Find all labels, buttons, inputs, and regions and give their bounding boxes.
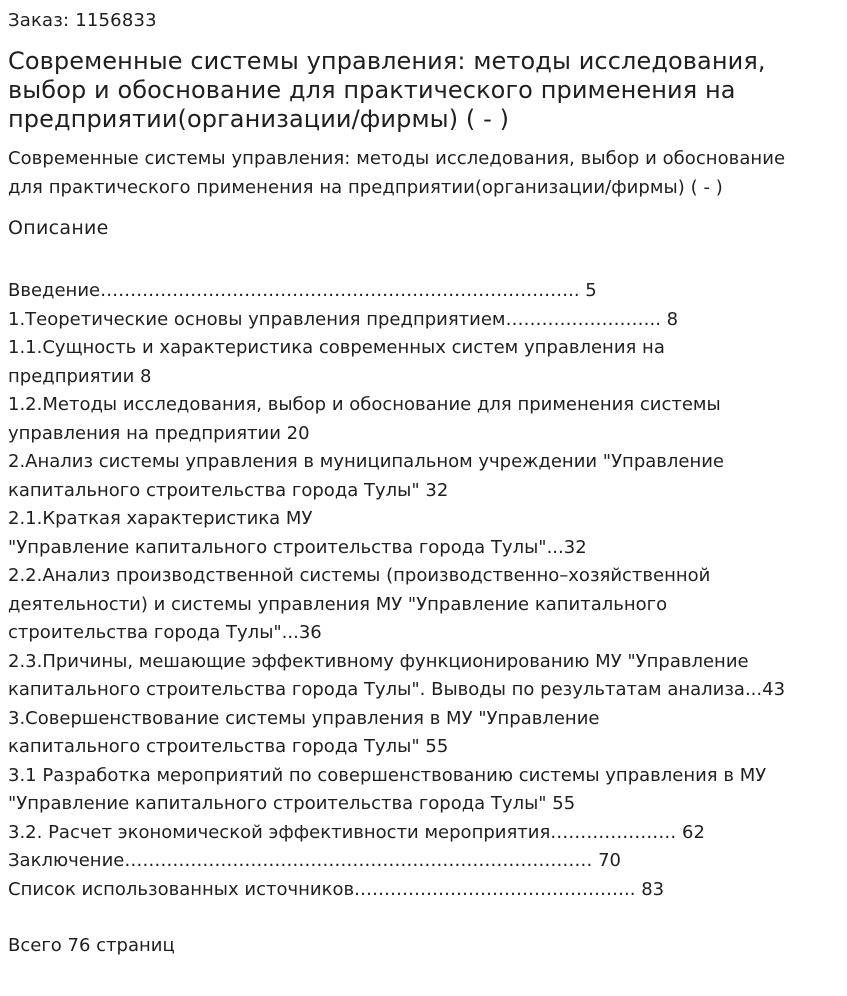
toc-line: 3.Совершенствование системы управления в МУ "Управление bbox=[8, 707, 600, 729]
toc-line: строительства города Тулы"...36 bbox=[8, 622, 322, 643]
toc-line: "Управление капитального строительства города Тулы"...32 bbox=[8, 536, 587, 558]
subtitle-line: для практического применения на предприятии(организации/фирмы) ( - ) bbox=[8, 176, 723, 198]
description-label: Описание bbox=[8, 217, 109, 239]
toc-line: капитального строительства города Тулы" 32 bbox=[8, 479, 449, 501]
toc-line: Список использованных источников……………………………………….. 83 bbox=[8, 878, 665, 900]
toc-line: Заключение…………………………………………………………………… 70 bbox=[8, 850, 621, 871]
toc-line: предприятии 8 bbox=[8, 365, 152, 387]
toc-line: 2.3.Причины, мешающие эффективному функционированию МУ "Управление bbox=[8, 650, 749, 672]
toc-line: 1.2.Методы исследования, выбор и обоснование для применения системы bbox=[8, 394, 721, 415]
toc-line: Введение…………………………………………………………………….. 5 bbox=[8, 280, 597, 301]
order-number: Заказ: 1156833 bbox=[8, 10, 157, 31]
toc-line: 1.Теоретические основы управления предприятием…………………….. 8 bbox=[8, 308, 679, 330]
toc-line: 2.1.Краткая характеристика МУ bbox=[8, 508, 313, 529]
total-pages: Всего 76 страниц bbox=[8, 935, 175, 956]
toc-line: деятельности) и системы управления МУ "Управление капитального bbox=[8, 593, 668, 615]
title-line: выбор и обоснование для практического применения на bbox=[8, 76, 736, 104]
subtitle-line: Современные системы управления: методы исследования, выбор и обоснование bbox=[8, 148, 786, 169]
toc-line: капитального строительства города Тулы". Выводы по результатам анализа...43 bbox=[8, 679, 786, 700]
toc-line: 2.Анализ системы управления в муниципальном учреждении "Управление bbox=[8, 451, 725, 472]
toc-line: 3.2. Расчет экономической эффективности мероприятия………………… 62 bbox=[8, 821, 705, 843]
toc-line: управления на предприятии 20 bbox=[8, 422, 310, 444]
toc-line: 2.2.Анализ производственной системы (производственно–хозяйственной bbox=[8, 565, 711, 586]
document-subtitle bbox=[8, 145, 838, 202]
toc-line: капитального строительства города Тулы" 55 bbox=[8, 736, 449, 757]
table-of-contents bbox=[8, 277, 840, 904]
document-title bbox=[8, 47, 828, 134]
toc-line: 1.1.Сущность и характеристика современных систем управления на bbox=[8, 337, 665, 358]
toc-line: 3.1 Разработка мероприятий по совершенствованию системы управления в МУ bbox=[8, 764, 767, 786]
title-line: Современные системы управления: методы исследования, bbox=[8, 47, 766, 75]
toc-line: "Управление капитального строительства города Тулы" 55 bbox=[8, 793, 576, 814]
title-line: предприятии(организации/фирмы) ( - ) bbox=[8, 105, 510, 133]
